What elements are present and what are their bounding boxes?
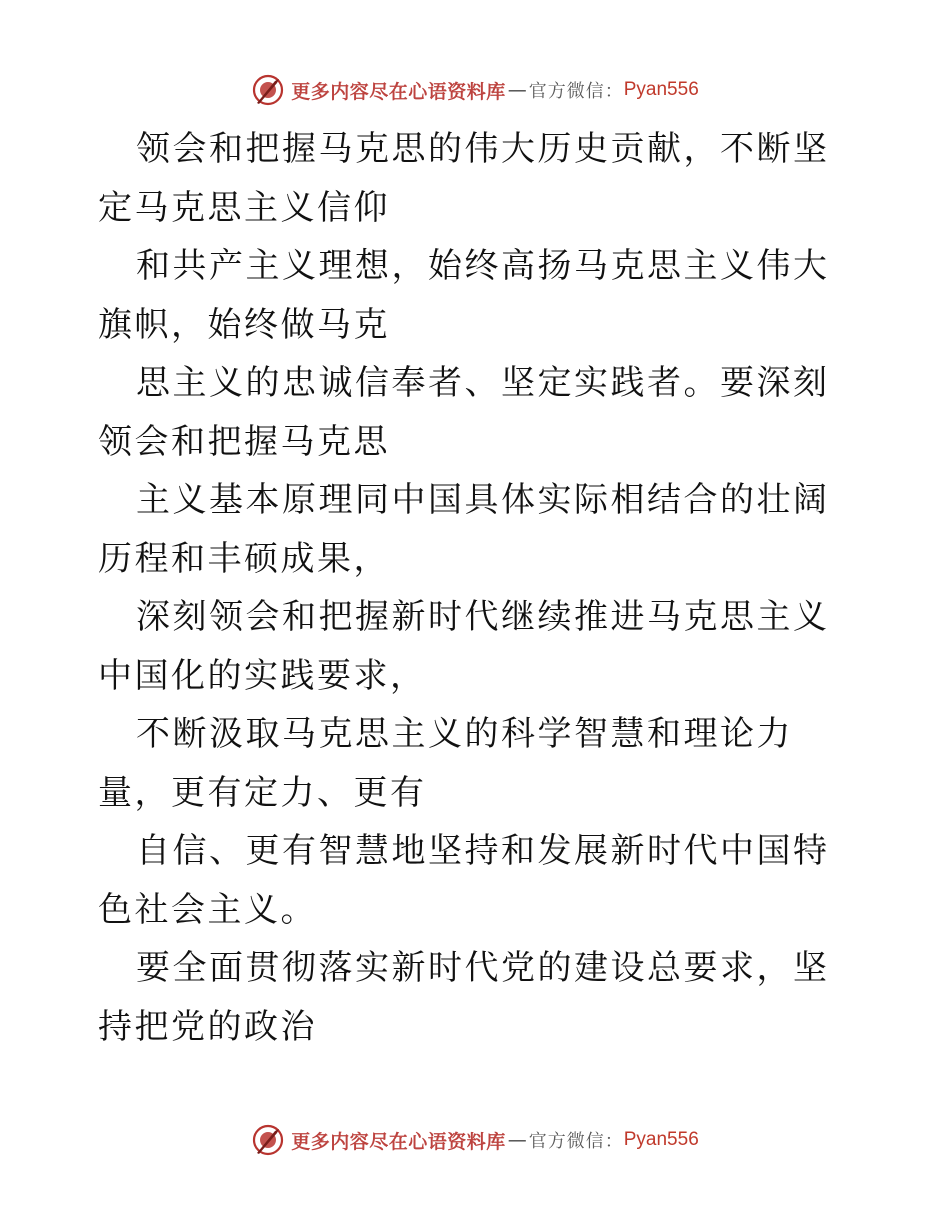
paragraph: 领会和把握马克思的伟大历史贡献，不断坚定马克思主义信仰 — [98, 129, 830, 228]
quill-logo-icon — [251, 73, 285, 107]
watermark-site-text: 更多内容尽在心语资料库 — [291, 1130, 506, 1153]
paragraph: 要全面贯彻落实新时代党的建设总要求，坚持把党的政治 — [98, 948, 830, 1047]
document-body — [98, 120, 858, 1056]
watermark-wechat-id: Pyan556 — [623, 1129, 699, 1150]
paragraph: 自信、更有智慧地坚持和发展新时代中国特色社会主义。 — [98, 831, 830, 930]
watermark-site-text: 更多内容尽在心语资料库 — [291, 80, 506, 103]
watermark-wechat-label: 官方微信： — [528, 81, 624, 102]
footer-watermark — [0, 1122, 950, 1158]
quill-logo-icon — [251, 1123, 285, 1157]
paragraph: 和共产主义理想，始终高扬马克思主义伟大旗帜，始终做马克 — [98, 246, 830, 345]
header-watermark — [0, 72, 950, 108]
watermark-wechat-label: 官方微信： — [528, 1131, 624, 1152]
paragraph: 主义基本原理同中国具体实际相结合的壮阔历程和丰硕成果， — [98, 480, 830, 579]
watermark-separator: — — [507, 79, 527, 101]
watermark-wechat-id: Pyan556 — [623, 79, 699, 100]
paragraph: 深刻领会和把握新时代继续推进马克思主义中国化的实践要求， — [98, 597, 830, 696]
paragraph: 不断汲取马克思主义的科学智慧和理论力量，更有定力、更有 — [98, 714, 793, 813]
watermark-separator: — — [507, 1129, 527, 1151]
paragraph: 思主义的忠诚信奉者、坚定实践者。要深刻领会和把握马克思 — [98, 363, 830, 462]
